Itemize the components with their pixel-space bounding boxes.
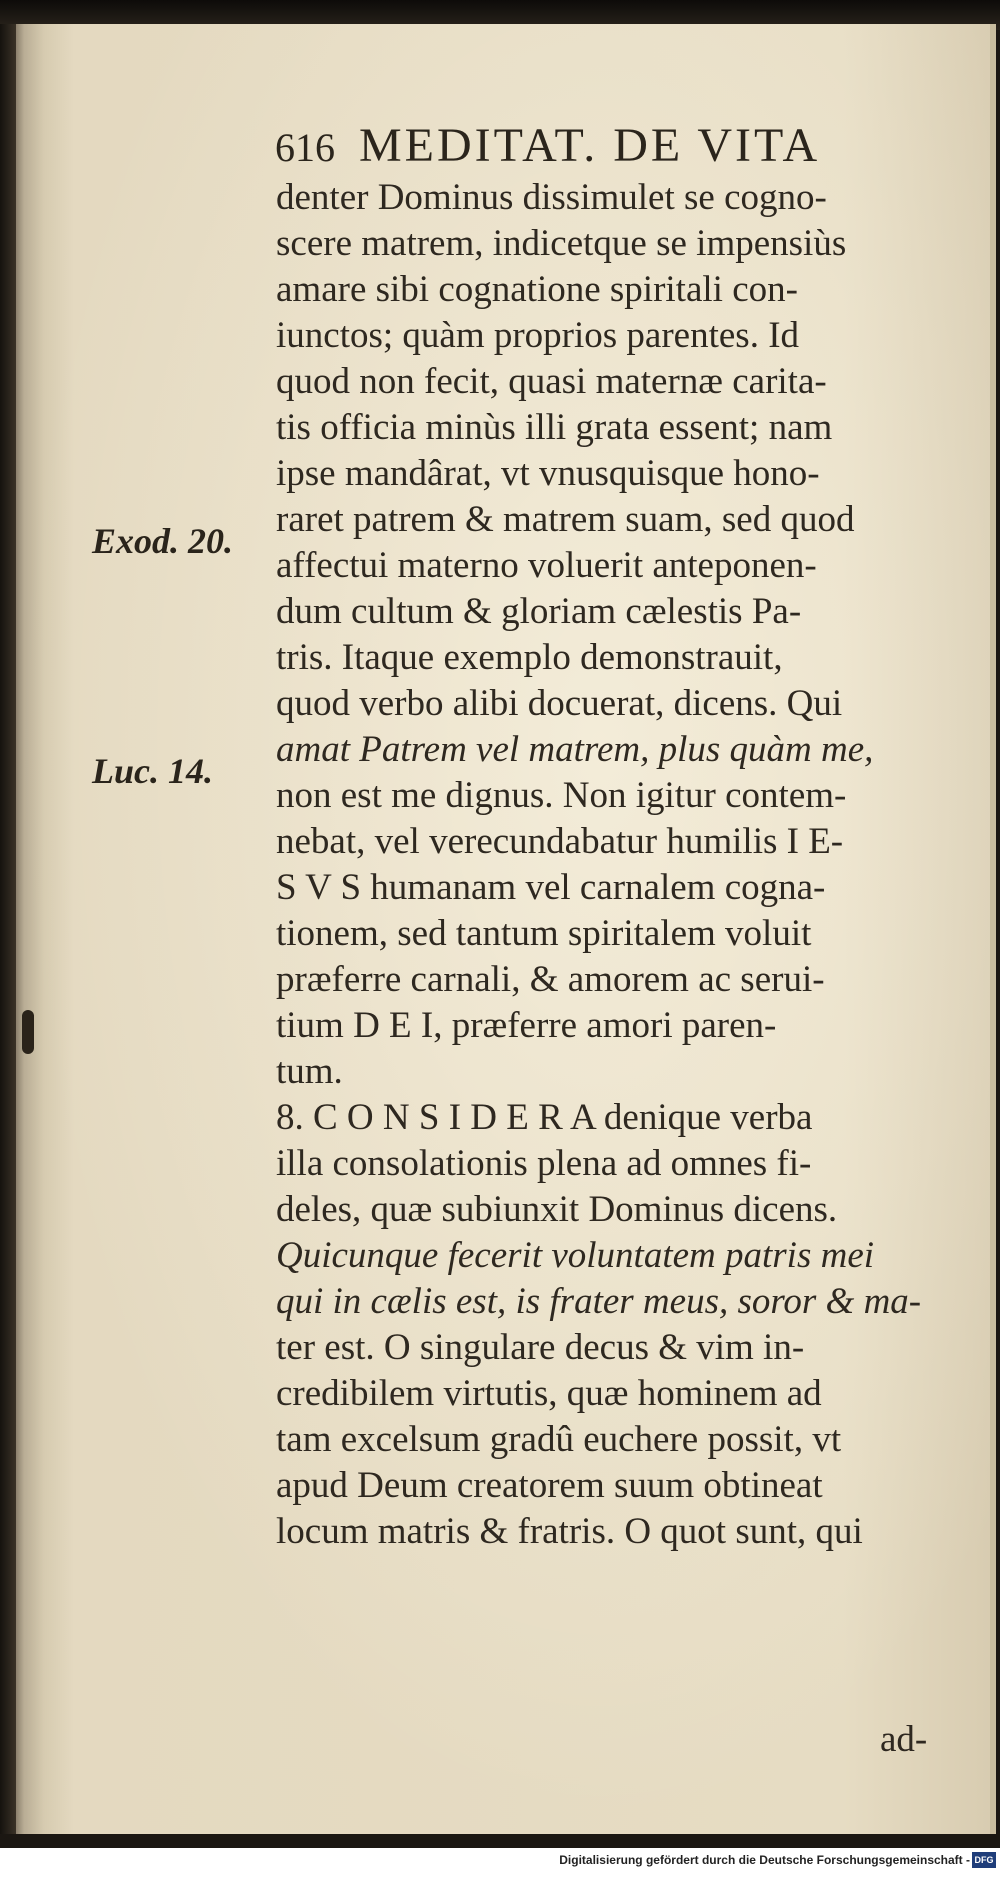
text-line: ter est. O singulare decus & vim in-: [276, 1327, 805, 1368]
text-line-quote: qui in cælis est, is frater meus, soror & ma-: [276, 1281, 922, 1322]
text-line: scere matrem, indicetque se impensiùs: [276, 223, 847, 264]
digitization-credit: Digitalisierung gefördert durch die Deutsche Forschungsgemeinschaft -: [559, 1853, 970, 1867]
dfg-logo-icon: DFG: [972, 1852, 996, 1868]
text-line: tionem, sed tantum spiritalem voluit: [276, 913, 812, 954]
text-line: dum cultum & gloriam cælestis Pa-: [276, 591, 802, 632]
body-text: [276, 175, 946, 1555]
text-line: nebat, vel verecundabatur humilis I E-: [276, 821, 844, 862]
margin-note-luke: Luc. 14.: [92, 751, 213, 791]
text-line: deles, quæ subiunxit Dominus dicens.: [276, 1189, 838, 1230]
text-line: illa consolationis plena ad omnes fi-: [276, 1143, 812, 1184]
text-line: quod verbo alibi docuerat, dicens. Qui: [276, 683, 843, 724]
text-line: locum matris & fratris. O quot sunt, qui: [276, 1511, 863, 1552]
page-number: 616: [275, 125, 335, 170]
running-title: MEDITAT. DE VITA: [359, 119, 821, 172]
text-line: credibilem virtutis, quæ hominem ad: [276, 1373, 822, 1414]
text-line: præferre carnali, & amorem ac serui-: [276, 959, 825, 1000]
text-line: denter Dominus dissimulet se cogno-: [276, 177, 827, 218]
text-line: S V S humanam vel carnalem cogna-: [276, 867, 826, 908]
text-line: affectui materno voluerit anteponen-: [276, 545, 817, 586]
text-line-section-8: 8. C O N S I D E R A denique verba: [276, 1097, 813, 1138]
text-line: quod non fecit, quasi maternæ carita-: [276, 361, 827, 402]
text-line: tris. Itaque exemplo demonstrauit,: [276, 637, 783, 678]
text-line: tam excelsum gradû euchere possit, vt: [276, 1419, 842, 1460]
text-line: non est me dignus. Non igitur contem-: [276, 775, 847, 816]
text-line: amare sibi cognatione spiritali con-: [276, 269, 798, 310]
running-header: [275, 118, 935, 173]
binding-mark: [22, 1010, 34, 1054]
book-spine: [0, 24, 16, 1834]
text-line: iunctos; quàm proprios parentes. Id: [276, 315, 800, 356]
text-line: tum.: [276, 1051, 343, 1092]
text-line-quote: amat Patrem vel matrem, plus quàm me,: [276, 729, 874, 770]
text-line: ipse mandârat, vt vnusquisque hono-: [276, 453, 820, 494]
text-line: tium D E I, præferre amori paren-: [276, 1005, 777, 1046]
text-line: raret patrem & matrem suam, sed quod: [276, 499, 855, 540]
catchword: ad-: [880, 1719, 928, 1760]
text-line-quote: Quicunque fecerit voluntatem patris mei: [276, 1235, 875, 1276]
text-line: apud Deum creatorem suum obtineat: [276, 1465, 823, 1506]
margin-note-exodus: Exod. 20.: [92, 521, 234, 561]
text-line: tis officia minùs illi grata essent; nam: [276, 407, 833, 448]
